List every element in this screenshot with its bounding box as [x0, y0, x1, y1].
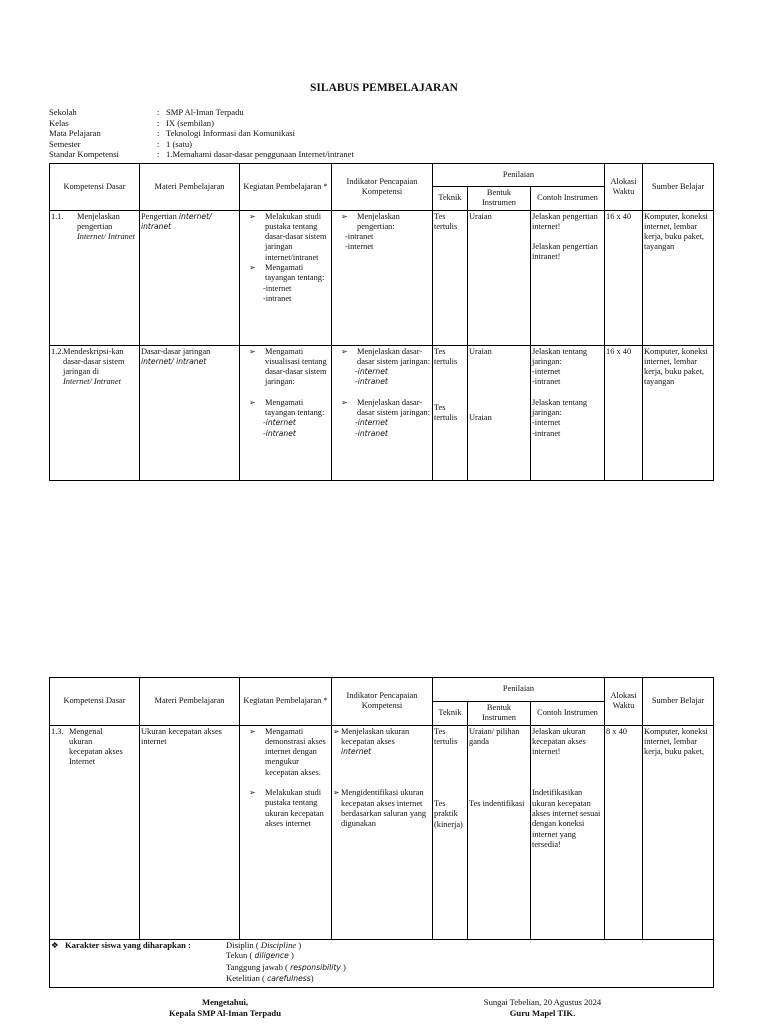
contoh-cell [531, 725, 605, 939]
contoh-subitem: -internet [532, 367, 561, 377]
table-row [50, 345, 714, 480]
indikator-subitem: -internet [355, 367, 388, 377]
header-materi: Materi Pembelajaran [140, 678, 240, 726]
indikator-cell [332, 210, 433, 345]
kd-text: Mendeskripsi-kan dasar-dasar sistem jaringan di [63, 346, 125, 377]
materi-italic: intranet [141, 221, 172, 231]
info-colon: : [157, 107, 160, 117]
info-label: Semester [49, 138, 81, 149]
header-indikator: Indikator Pencapaian Kompetensi [332, 678, 433, 726]
kegiatan-subitem: -internet [263, 418, 296, 428]
alokasi-cell: 16 x 40 [605, 345, 643, 480]
info-value: IX (sembilan) [166, 117, 214, 128]
info-row-semester [49, 139, 354, 150]
bentuk-item: Tes indentifikasi [469, 799, 525, 809]
kegiatan-subitem: -intranet [263, 293, 292, 303]
info-label: Standar Kompetensi [49, 149, 119, 160]
guru-label: Guru Mapel TIK. [509, 1008, 576, 1018]
indikator-item: Menjelaskan pengertian: [357, 211, 400, 231]
kegiatan-cell [240, 725, 332, 939]
alokasi-cell: 8 x 40 [605, 725, 643, 939]
indikator-subitem: -internet [345, 242, 374, 252]
arrow-bullet-icon: ➢ [341, 211, 348, 221]
header-contoh: Contoh Instrumen [531, 702, 605, 726]
teknik-item: Tes tertulis [434, 726, 458, 746]
alokasi-cell: 16 x 40 [605, 210, 643, 345]
info-value: Teknologi Informasi dan Komunikasi [166, 128, 295, 139]
table-row [50, 725, 714, 939]
info-row-sekolah [49, 107, 354, 118]
indikator-item: Mengidentifikasi ukuran kecepatan akses internet berdasarkan saluran yang digunakan [341, 788, 427, 829]
signature-left [130, 997, 320, 1019]
materi-italic: internet/ intranet [141, 356, 207, 366]
kegiatan-item: Melakukan studi pustaka tentang ukuran kecepatan akses internet [265, 788, 324, 828]
info-row-mapel [49, 128, 354, 139]
bentuk-item: Uraian/ pilihan ganda [469, 726, 520, 746]
kd-number: 1.3. [51, 726, 64, 736]
page-title: SILABUS PEMBELAJARAN [310, 82, 458, 94]
arrow-bullet-icon: ➢ [249, 263, 256, 273]
info-row-kelas [49, 118, 354, 129]
info-value: 1 (satu) [166, 138, 193, 149]
karakter-item: Ketelitian ( carefulness) [226, 973, 314, 984]
header-kd: Kompetensi Dasar [50, 164, 140, 211]
contoh-item: Jelaskan pengertian intranet! [532, 242, 598, 262]
indikator-item: Menjelaskan dasar-dasar sistem jaringan: [357, 397, 431, 418]
indikator-subitem: -intranet [345, 232, 374, 242]
karakter-item: Disiplin ( Discipline ) [226, 939, 302, 950]
header-bentuk: Bentuk Instrumen [468, 187, 531, 211]
kd-cell [50, 210, 140, 345]
header-kegiatan: Kegiatan Pembelajaran * [240, 678, 332, 726]
kd-text: Mengenal ukuran kecepatan akses Internet [69, 726, 123, 767]
contoh-item: Indetifikasikan ukuran kecepatan akses internet sesuai dengan koneksi internet yang tersedia! [532, 788, 601, 849]
indikator-item: Menjelaskan dasar-dasar sistem jaringan: [357, 346, 431, 366]
bentuk-cell: Uraian [468, 210, 531, 345]
info-value: 1.Memahami dasar-dasar penggunaan Internet/intranet [166, 149, 354, 160]
header-alokasi: Alokasi Waktu [605, 678, 643, 726]
indikator-cell [332, 725, 433, 939]
kegiatan-item: Mengamati demonstrasi akses internet dengan mengukur kecepatan akses. [265, 726, 326, 777]
sumber-cell: Komputer, koneksi internet, lembar kerja, buku paket, tayangan [643, 210, 714, 345]
header-teknik: Teknik [433, 702, 468, 726]
kegiatan-item: Mengamati visualisasi tentang dasar-dasar sistem jaringan: [265, 346, 327, 387]
contoh-item: Jelaskan tentang jaringan: [532, 397, 588, 418]
kegiatan-subitem: -internet [263, 283, 292, 293]
bentuk-item: Uraian [469, 346, 492, 356]
kd-cell [50, 345, 140, 480]
arrow-bullet-icon: ➢ [341, 397, 348, 407]
kegiatan-item: Melakukan studi pustaka tentang dasar-dasar sistem jaringan internet/intranet [265, 211, 327, 262]
syllabus-table-1 [49, 163, 714, 481]
indikator-subitem: -intranet [355, 428, 388, 438]
header-kegiatan: Kegiatan Pembelajaran * [240, 164, 332, 211]
header-penilaian: Penilaian [433, 164, 605, 187]
indikator-item: Menjelaskan ukuran kecepatan akses [341, 726, 410, 746]
contoh-item: Jelaskan pengertian internet! [532, 211, 598, 231]
arrow-bullet-icon: ➢ [333, 726, 340, 736]
kd-number: 1.2. [51, 346, 64, 356]
arrow-bullet-icon: ➢ [333, 788, 340, 798]
info-label: Sekolah [49, 107, 77, 117]
materi-cell [140, 345, 240, 480]
kegiatan-cell [240, 210, 332, 345]
diamond-bullet-icon: ❖ [51, 939, 59, 950]
kd-text: Menjelaskan pengertian [77, 211, 120, 231]
kd-number: 1.1. [51, 211, 64, 221]
karakter-item: Tanggung jawab ( responsibility ) [226, 961, 346, 972]
kegiatan-subitem: -intranet [263, 428, 296, 438]
header-indikator: Indikator Pencapaian Kompetensi [332, 164, 433, 211]
info-colon: : [157, 149, 160, 160]
kegiatan-cell [240, 345, 332, 480]
mengetahui-label: Mengetahui, [201, 997, 249, 1007]
info-row-sk [49, 149, 354, 160]
bentuk-item: Uraian [469, 412, 492, 422]
arrow-bullet-icon: ➢ [249, 788, 256, 798]
header-teknik: Teknik [433, 187, 468, 211]
kd-italic: Internet/ Intranet [63, 377, 121, 387]
header-materi: Materi Pembelajaran [140, 164, 240, 211]
header-sumber: Sumber Belajar [643, 164, 714, 211]
arrow-bullet-icon: ➢ [249, 211, 256, 221]
materi-text: Dasar-dasar jaringan [141, 346, 211, 356]
sumber-cell: Komputer, koneksi internet, lembar kerja, buku paket, tayangan [643, 345, 714, 480]
bentuk-cell [468, 725, 531, 939]
info-value: SMP Al-Iman Terpadu [166, 107, 244, 117]
place-date: Sungai Tebelian, 20 Agustus 2024 [483, 997, 602, 1007]
arrow-bullet-icon: ➢ [249, 726, 256, 736]
arrow-bullet-icon: ➢ [249, 397, 256, 407]
karakter-item: Tekun ( diligence ) [226, 950, 294, 961]
kegiatan-item: Mengamati tayangan tentang: [265, 397, 325, 418]
materi-text: Pengertian [141, 211, 177, 221]
header-kd: Kompetensi Dasar [50, 678, 140, 726]
contoh-subitem: -intranet [532, 377, 561, 387]
karakter-row [50, 939, 714, 987]
contoh-item: Jelaskan ukuran kecepatan akses internet! [532, 726, 586, 757]
materi-cell [140, 210, 240, 345]
sumber-cell: Komputer, koneksi internet, lembar kerja, buku paket, [643, 725, 714, 939]
arrow-bullet-icon: ➢ [341, 346, 348, 356]
indikator-cell [332, 345, 433, 480]
header-penilaian: Penilaian [433, 678, 605, 702]
indikator-italic: internet [341, 747, 372, 757]
materi-cell: Ukuran kecepatan akses internet [140, 725, 240, 939]
identity-block [49, 107, 354, 160]
header-contoh: Contoh Instrumen [531, 187, 605, 211]
header-sumber: Sumber Belajar [643, 678, 714, 726]
kd-italic: Internet/ Intranet [77, 232, 135, 242]
teknik-item: Tes praktik (kinerja) [434, 799, 463, 829]
bentuk-cell [468, 345, 531, 480]
kegiatan-item: Mengamati tayangan tentang: [265, 263, 325, 283]
contoh-cell [531, 345, 605, 480]
indikator-subitem: -internet [355, 418, 388, 428]
info-label: Kelas [49, 117, 69, 128]
teknik-item: Tes tertulis [434, 346, 458, 366]
info-colon: : [157, 117, 160, 128]
info-label: Mata Pelajaran [49, 128, 101, 139]
info-colon: : [157, 128, 160, 139]
info-colon: : [157, 138, 160, 149]
kepala-sekolah-label: Kepala SMP Al-Iman Terpadu [169, 1008, 281, 1018]
kd-cell [50, 725, 140, 939]
header-alokasi: Alokasi Waktu [605, 164, 643, 211]
karakter-label: Karakter siswa yang diharapkan : [65, 939, 191, 950]
contoh-subitem: -intranet [532, 428, 561, 438]
materi-italic: internet/ [178, 211, 212, 221]
teknik-cell [433, 345, 468, 480]
signature-right [450, 997, 635, 1019]
contoh-cell [531, 210, 605, 345]
table-row [50, 210, 714, 345]
teknik-item: Tes tertulis [434, 403, 458, 423]
teknik-cell: Tes tertulis [433, 210, 468, 345]
teknik-cell [433, 725, 468, 939]
indikator-subitem: -intranet [355, 377, 388, 387]
syllabus-table-2 [49, 677, 714, 988]
contoh-subitem: -internet [532, 418, 561, 428]
header-bentuk: Bentuk Instrumen [468, 702, 531, 726]
contoh-item: Jelaskan tentang jaringan: [532, 346, 588, 366]
arrow-bullet-icon: ➢ [249, 346, 256, 356]
